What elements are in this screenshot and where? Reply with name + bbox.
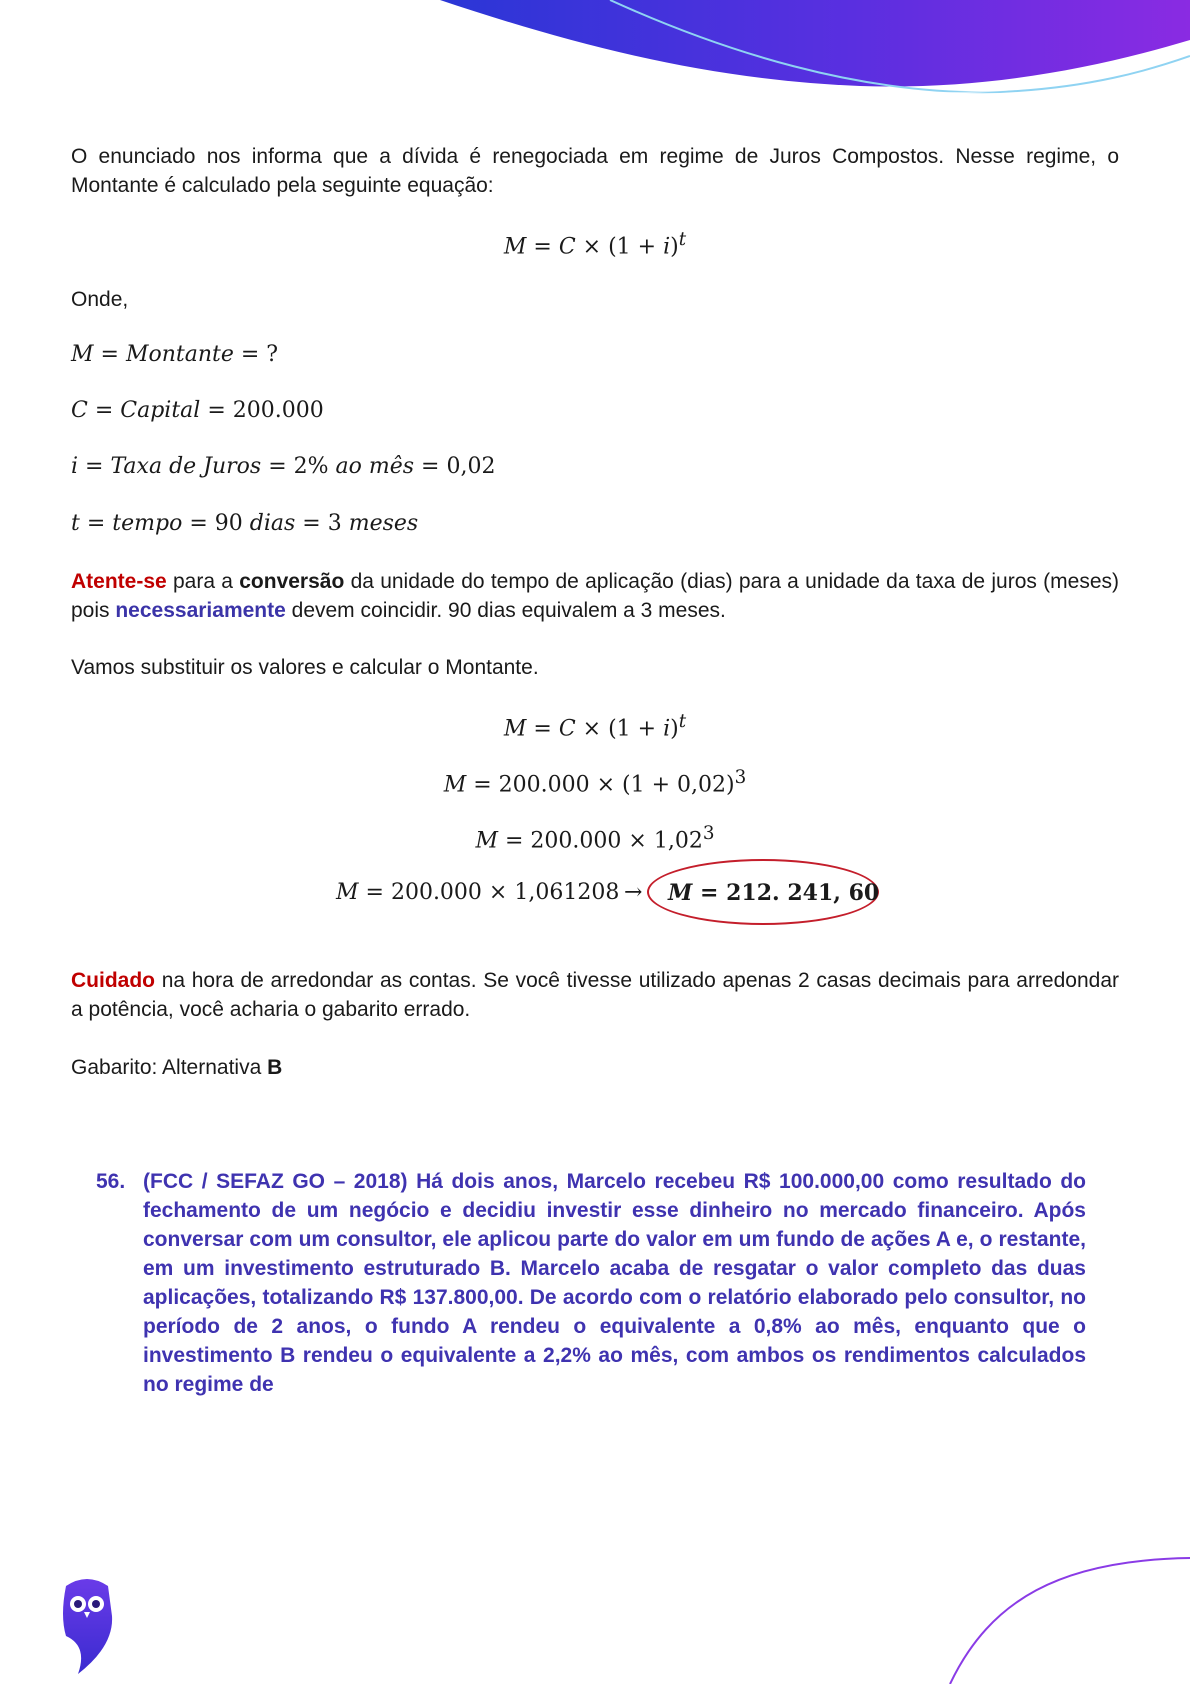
arrow: → bbox=[624, 880, 643, 905]
calc-line-3: $M = 200.000 \times 1,02^3$ bbox=[475, 823, 715, 854]
calc-line-2: $M = 200.000 \times (1 + 0,02)^3$ bbox=[443, 767, 747, 798]
header-line-2 bbox=[760, 78, 1100, 93]
def-montante: M = Montante = ? bbox=[71, 342, 279, 367]
result-value: M = 212. 241, 60 bbox=[668, 880, 880, 906]
answer-line: Gabarito: Alternativa B bbox=[71, 1056, 283, 1079]
caution-highlight: Cuidado bbox=[71, 969, 155, 992]
question-number: 56. bbox=[96, 1170, 126, 1193]
def-tempo: t = tempo = 90 dias = 3 meses bbox=[71, 511, 419, 536]
attention-paragraph: Atente-se para a conversão da unidade do tempo de aplicação (dias) para a unidade da taxa de juros (meses) pois necessariamente devem coincidir. 90 dias equivalem a 3 meses. bbox=[71, 570, 1119, 622]
footer-arc bbox=[950, 1558, 1190, 1684]
header-line bbox=[610, 0, 1190, 92]
intro-paragraph: O enunciado nos informa que a dívida é renegociada em regime de Juros Compostos. Nesse regime, o Montante é calculado pela seguinte equação: bbox=[71, 145, 1119, 197]
header-wave bbox=[440, 0, 1190, 87]
caution-paragraph: Cuidado na hora de arredondar as contas. Se você tivesse utilizado apenas 2 casas decimais para arredondar a potência, você acharia o gabarito errado. bbox=[71, 969, 1119, 1021]
question-56 bbox=[96, 1167, 1086, 1399]
necessariamente-highlight: necessariamente bbox=[115, 599, 286, 622]
formula-main: $M = C \times (1 + i)^t$ bbox=[503, 229, 687, 260]
onde-label: Onde, bbox=[71, 288, 129, 311]
answer-letter: B bbox=[267, 1056, 283, 1079]
attention-highlight: Atente-se bbox=[71, 570, 167, 593]
substitute-paragraph: Vamos substituir os valores e calcular o Montante. bbox=[71, 656, 539, 679]
calc-line-1: $M = C \times (1 + i)^t$ bbox=[503, 711, 687, 742]
owl-logo-icon bbox=[58, 1576, 116, 1676]
question-text: (FCC / SEFAZ GO – 2018) Há dois anos, Marcelo recebeu R$ 100.000,00 como resultado do fechamento de um negócio e decidiu investir esse dinheiro no mercado financeiro. Após conversar com um consultor, ele aplicou parte do valor em um fundo de ações A e, o restante, em um investimento estruturado B. Marcelo acaba de resgatar o valor completo das duas aplicações, totalizando R$ 137.800,00. De acordo com o relatório elaborado pelo consultor, no período de 2 anos, o fundo A rendeu o equivalente a 0,8% ao mês, enquanto que o investimento B rendeu o equivalente a 2,2% ao mês, com ambos os rendimentos calculados no regime de bbox=[143, 1170, 1086, 1396]
calc-line-4: M = 200.000 × 1,061208 bbox=[336, 880, 620, 905]
def-taxa: i = Taxa de Juros = 2% ao mês = 0,02 bbox=[71, 454, 496, 479]
def-capital: C = Capital = 200.000 bbox=[71, 398, 324, 423]
